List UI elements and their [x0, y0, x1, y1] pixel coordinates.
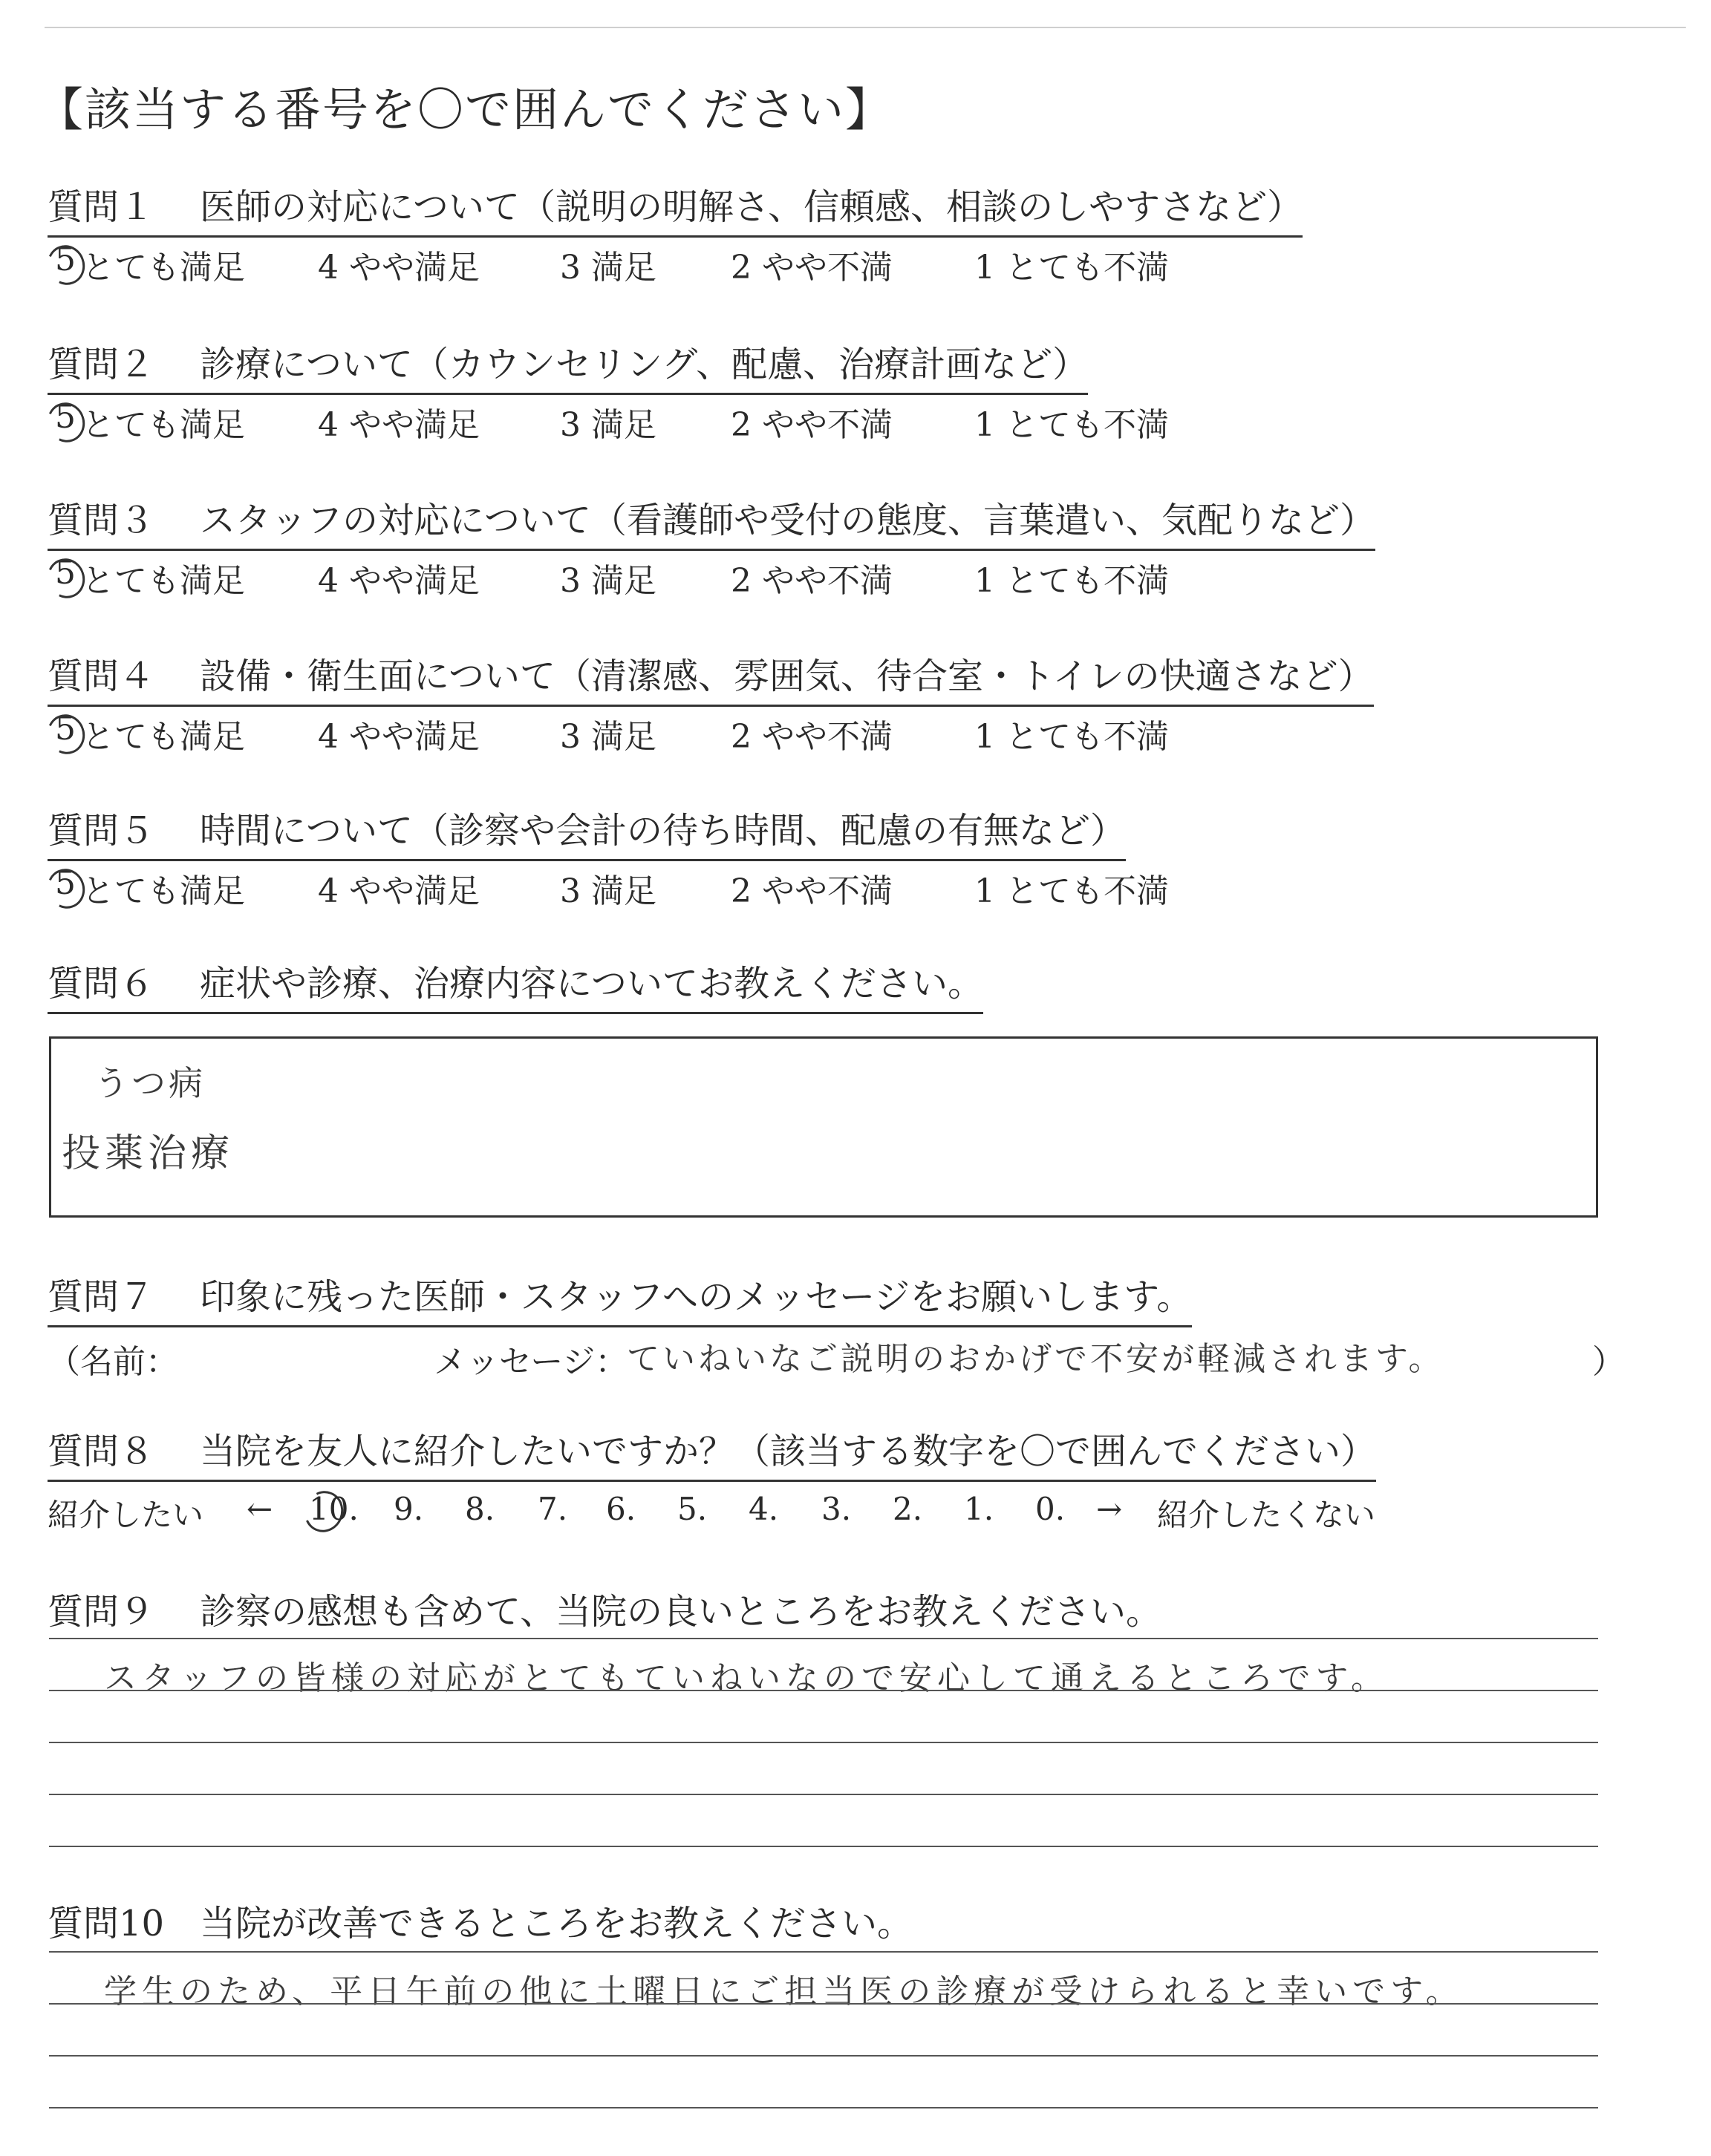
question-text: 当院を友人に紹介したいですか？（該当する数字を〇で囲んでください）: [200, 1431, 1377, 1472]
question-10: [48, 1895, 913, 1952]
page-header: 【該当する番号を〇で囲んでください】: [37, 82, 893, 137]
question-text: スタッフの対応について（看護師や受付の態度、言葉遣い、気配りなど）: [200, 500, 1376, 541]
option-1[interactable]: 1 とても不満: [974, 249, 1169, 287]
option-5[interactable]: とても満足: [82, 562, 245, 600]
scale-left-label: 紹介したい: [48, 1497, 204, 1533]
question-2-title: [48, 336, 1088, 395]
answer-line: [49, 2055, 1598, 2057]
question-6: [48, 955, 983, 1014]
question-9: [48, 1583, 1161, 1640]
rating-options-3: [48, 554, 1206, 598]
option-5[interactable]: とても満足: [82, 872, 245, 910]
option-3[interactable]: 3 満足: [560, 562, 656, 600]
selected-rating[interactable]: 5: [55, 241, 76, 278]
question-text: 時間について（診察や会計の待ち時間、配慮の有無など）: [200, 810, 1127, 852]
rating-options-2: [48, 398, 1206, 442]
top-border: [45, 27, 1686, 28]
scale-3[interactable]: 3.: [821, 1491, 852, 1527]
option-4[interactable]: 4 やや満足: [318, 872, 480, 910]
q7-message-row: [48, 1332, 1625, 1384]
message-label: メッセージ：: [434, 1343, 628, 1381]
question-8: [48, 1422, 1376, 1482]
question-5: [48, 802, 1126, 861]
question-7: [48, 1268, 1192, 1327]
handwritten-answer-q10[interactable]: 学生のため、平日午前の他に土曜日にご担当医の診療が受けられると幸いです。: [104, 1973, 1464, 2010]
option-5[interactable]: とても満足: [82, 406, 245, 444]
handwritten-message[interactable]: ていねいなご説明のおかげで不安が軽減されます。: [627, 1340, 1444, 1378]
scale-0[interactable]: 0.: [1035, 1491, 1066, 1527]
option-1[interactable]: 1 とても不満: [974, 718, 1169, 756]
question-1: [48, 178, 1303, 238]
option-1[interactable]: 1 とても不満: [974, 872, 1169, 910]
answer-line: [49, 2107, 1598, 2108]
answer-line: [49, 1742, 1598, 1743]
question-text: 医師の対応について（説明の明解さ、信頼感、相談のしやすさなど）: [200, 186, 1303, 228]
option-1[interactable]: 1 とても不満: [974, 562, 1169, 600]
option-3[interactable]: 3 満足: [560, 718, 656, 756]
question-4-title: [48, 647, 1374, 707]
question-number: 質問３: [48, 500, 155, 541]
handwritten-answer-line-2: 投薬治療: [62, 1131, 235, 1176]
scale-1[interactable]: 1.: [964, 1491, 994, 1527]
right-arrow-icon: →: [1096, 1491, 1123, 1527]
option-2[interactable]: 2 やや不満: [731, 718, 893, 756]
question-6-title: [48, 955, 983, 1014]
answer-line: [49, 1638, 1598, 1639]
scale-5[interactable]: 5.: [677, 1491, 708, 1527]
scale-6[interactable]: 6.: [606, 1491, 636, 1527]
closing-paren: ）: [1592, 1343, 1625, 1381]
scale-2[interactable]: 2.: [893, 1491, 923, 1527]
selected-rating[interactable]: 5: [55, 554, 76, 592]
name-label: （名前：: [48, 1343, 178, 1381]
scale-9[interactable]: 9.: [394, 1491, 424, 1527]
option-2[interactable]: 2 やや不満: [731, 872, 893, 910]
scale-4[interactable]: 4.: [749, 1491, 779, 1527]
question-number: 質問５: [48, 810, 155, 852]
question-3: [48, 491, 1375, 551]
question-text: 当院が改善できるところをお教えください。: [200, 1903, 913, 1944]
question-9-title: [48, 1583, 1161, 1640]
question-10-title: [48, 1895, 913, 1952]
question-4: [48, 647, 1374, 707]
question-8-title: [48, 1422, 1376, 1482]
rating-options-4: [48, 710, 1206, 754]
option-4[interactable]: 4 やや満足: [318, 249, 480, 287]
q6-answer-box[interactable]: [49, 1036, 1598, 1218]
question-2: [48, 336, 1088, 395]
left-arrow-icon: ←: [247, 1491, 273, 1527]
question-text: 診察の感想も含めて、当院の良いところをお教えください。: [200, 1591, 1162, 1633]
question-number: 質問２: [48, 344, 155, 385]
option-5[interactable]: とても満足: [82, 249, 245, 287]
question-number: 質問４: [48, 656, 155, 697]
option-3[interactable]: 3 満足: [560, 406, 656, 444]
option-2[interactable]: 2 やや不満: [731, 406, 893, 444]
question-3-title: [48, 491, 1375, 551]
question-1-title: [48, 178, 1303, 238]
selected-rating[interactable]: 5: [55, 398, 76, 436]
question-number: 質問１: [48, 186, 155, 228]
question-number: 質問８: [48, 1431, 155, 1472]
question-text: 診療について（カウンセリング、配慮、治療計画など）: [200, 344, 1089, 385]
answer-line: [49, 1794, 1598, 1795]
question-number: 質問９: [48, 1591, 155, 1633]
option-4[interactable]: 4 やや満足: [318, 406, 480, 444]
question-7-title: [48, 1268, 1192, 1327]
option-2[interactable]: 2 やや不満: [731, 249, 893, 287]
scale-right-label: 紹介したくない: [1157, 1497, 1376, 1533]
option-3[interactable]: 3 満足: [560, 872, 656, 910]
option-3[interactable]: 3 満足: [560, 249, 656, 287]
scale-8[interactable]: 8.: [465, 1491, 495, 1527]
scale-10[interactable]: 10.: [309, 1491, 359, 1527]
selected-rating[interactable]: 5: [55, 864, 76, 902]
option-4[interactable]: 4 やや満足: [318, 562, 480, 600]
answer-line: [49, 1690, 1598, 1691]
question-number: 質問７: [48, 1276, 155, 1318]
handwritten-answer-q9[interactable]: スタッフの皆様の対応がとてもていねいなので安心して通えるところです。: [104, 1659, 1389, 1697]
answer-line: [49, 1846, 1598, 1847]
question-text: 設備・衛生面について（清潔感、雰囲気、待合室・トイレの快適さなど）: [200, 656, 1374, 697]
option-5[interactable]: とても満足: [82, 718, 245, 756]
selected-rating[interactable]: 5: [55, 710, 76, 748]
question-number: 質問10: [48, 1903, 165, 1944]
scale-7[interactable]: 7.: [538, 1491, 568, 1527]
option-4[interactable]: 4 やや満足: [318, 718, 480, 756]
handwritten-answer-line-1: うつ病: [94, 1063, 206, 1103]
question-text: 症状や診療、治療内容についてお教えください。: [200, 963, 984, 1004]
answer-line: [49, 1951, 1598, 1953]
rating-options-5: [48, 864, 1206, 909]
question-text: 印象に残った医師・スタッフへのメッセージをお願いします。: [200, 1276, 1193, 1318]
recommend-scale: [48, 1491, 1459, 1535]
option-1[interactable]: 1 とても不満: [974, 406, 1169, 444]
question-5-title: [48, 802, 1126, 861]
answer-line: [49, 2003, 1598, 2005]
question-number: 質問６: [48, 963, 155, 1004]
rating-options-1: [48, 241, 1206, 285]
option-2[interactable]: 2 やや不満: [731, 562, 893, 600]
